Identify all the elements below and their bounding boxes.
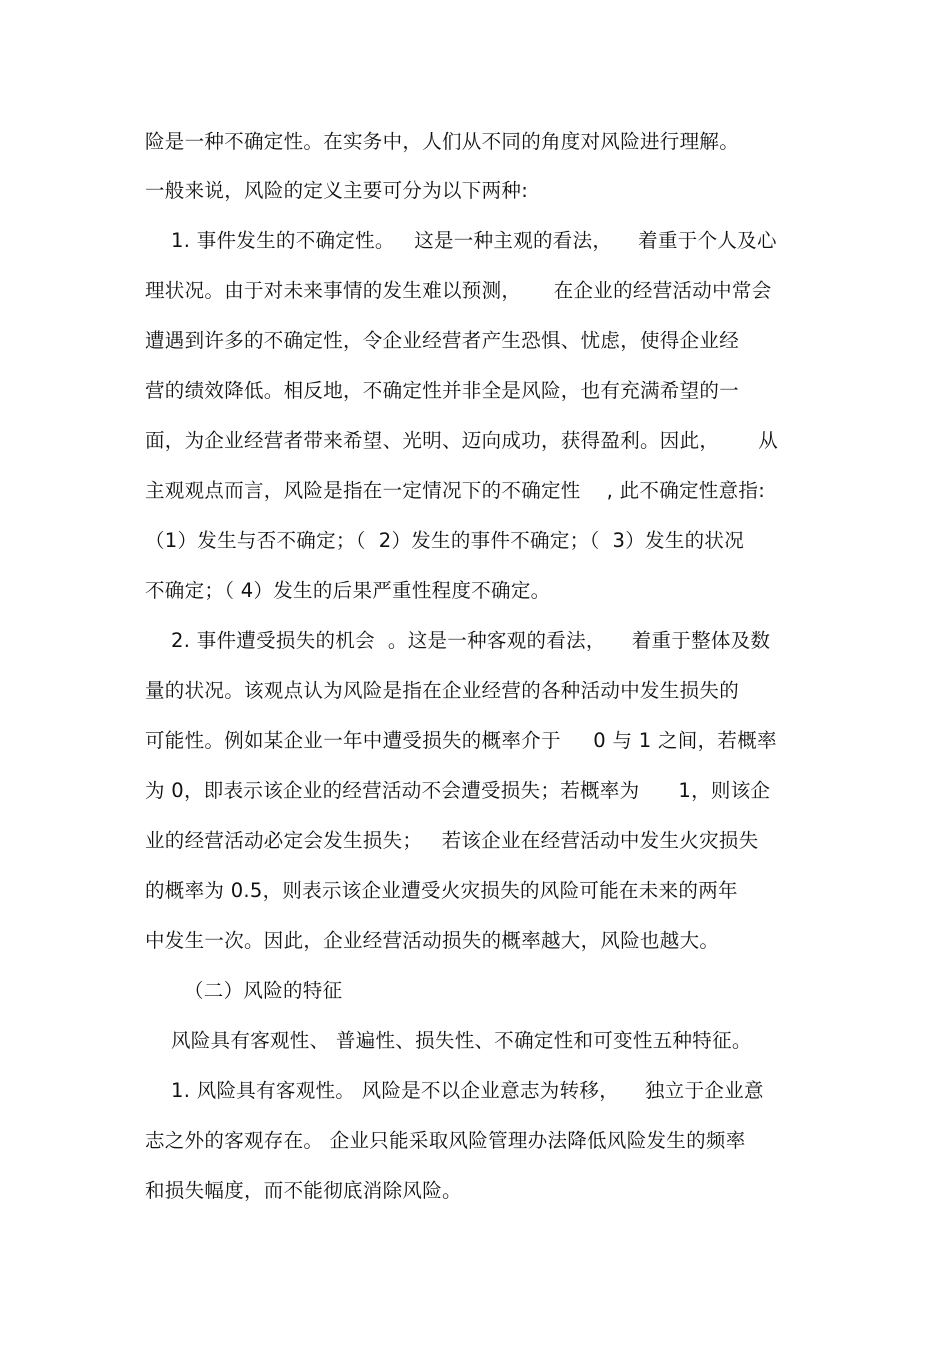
text-line: 业的经营活动必定会发生损失； 若该企业在经营活动中发生火灾损失 [145,829,759,852]
text-line: 风险具有客观性、 普遍性、损失性、不确定性和可变性五种特征。 [145,1029,752,1052]
text-line: 1. 风险具有客观性。 风险是不以企业意志为转移， 独立于企业意 [145,1079,764,1102]
text-line: 面，为企业经营者带来希望、光明、迈向成功，获得盈利。因此， 从 [145,429,778,452]
text-line: 中发生一次。因此，企业经营活动损失的概率越大，风险也越大。 [145,929,720,952]
text-line: （1）发生与否不确定；（ 2）发生的事件不确定；（ 3）发生的状况 [145,529,745,552]
text-line: 志之外的客观存在。 企业只能采取风险管理办法降低风险发生的频率 [145,1129,746,1152]
text-line: 险是一种不确定性。在实务中，人们从不同的角度对风险进行理解。 [145,130,740,153]
text-line: 2. 事件遭受损失的机会 。这是一种客观的看法， 着重于整体及数 [145,629,771,652]
text-line: 的概率为 0.5，则表示该企业遭受火灾损失的风险可能在未来的两年 [145,879,738,902]
text-line: 可能性。例如某企业一年中遭受损失的概率介于 0 与 1 之间，若概率 [145,729,777,752]
text-line: 量的状况。该观点认为风险是指在企业经营的各种活动中发生损失的 [145,679,740,702]
text-line: 遭遇到许多的不确定性，令企业经营者产生恐惧、忧虑，使得企业经 [145,329,740,352]
section-heading: （二）风险的特征 [145,979,343,1002]
text-line: 营的绩效降低。相反地，不确定性并非全是风险，也有充满希望的一 [145,379,740,402]
text-line: 为 0，即表示该企业的经营活动不会遭受损失；若概率为 1，则该企 [145,779,771,802]
text-line: 理状况。由于对未来事情的发生难以预测， 在企业的经营活动中常会 [145,279,772,302]
text-line: 主观观点而言，风险是指在一定情况下的不确定性 , 此不确定性意指: [145,479,766,502]
text-line: 和损失幅度，而不能彻底消除风险。 [145,1179,462,1202]
text-line: 1. 事件发生的不确定性。 这是一种主观的看法， 着重于个人及心 [145,229,777,252]
text-line: 不确定；（ 4）发生的后果严重性程度不确定。 [145,579,551,602]
text-line: 一般来说，风险的定义主要可分为以下两种: [145,179,529,202]
